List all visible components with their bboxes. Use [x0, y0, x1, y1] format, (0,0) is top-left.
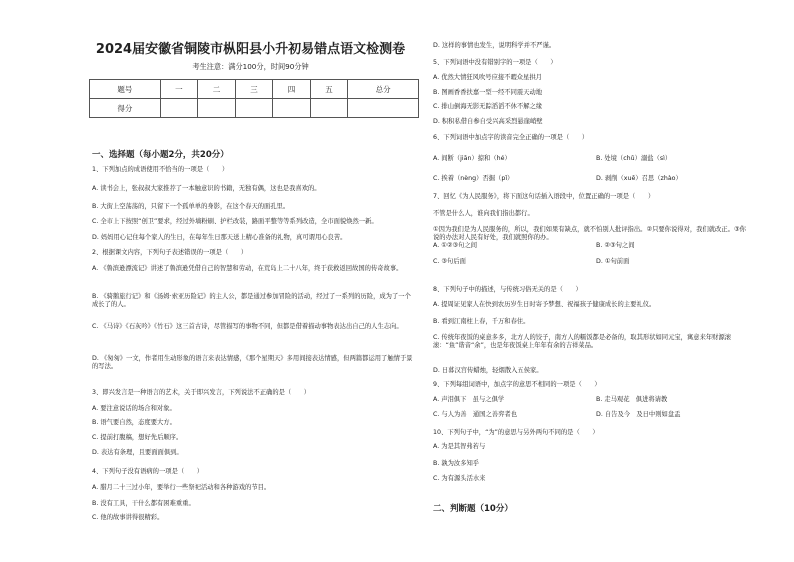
answer-option: B. 处境（chǔ）溺盐（sì） [596, 155, 672, 162]
score-cell [273, 99, 311, 118]
answer-option: D. 剥削（xuē）召思（zhào） [596, 175, 682, 182]
answer-option: A. 声泪俱下 虽与之俱学 [433, 396, 505, 403]
answer-option: B. 走马观花 俱进将请教 [596, 396, 668, 403]
score-cell [160, 99, 198, 118]
score-cell [235, 99, 273, 118]
answer-option: A. ①②③句之间 [433, 242, 478, 249]
answer-option: B. 图画香香扶嘉一型一经不同震天动地 [433, 89, 543, 96]
score-cell [348, 99, 419, 118]
answer-option: D. 《匆匆》一文，作者用生动形象的语言来表达情感，《那个星期天》多用间接表达情感，但两篇都运用了触情于景的写法。 [92, 355, 413, 370]
page-title: 2024届安徽省铜陵市枞阳县小升初易错点语文检测卷 [95, 42, 406, 57]
answer-option: D. 这样的事情也发生，说明科学并不严谨。 [433, 42, 556, 49]
score-header-cell: 四 [273, 80, 311, 99]
answer-option: C. 挨着（nèng）否掘（pǐ） [433, 175, 514, 182]
section-heading-judge: 二、判断题（10分） [433, 504, 513, 514]
question-stem: 3、即兴发言是一种语言的艺术，关于即兴发言，下列说法不正确的是（ ） [92, 389, 311, 396]
score-cell [198, 99, 236, 118]
answer-option: A. 为是其智弗若与 [433, 443, 486, 450]
answer-option: D. ①句前面 [596, 258, 630, 265]
answer-option: D. 表达有条理，且要面面俱到。 [92, 449, 183, 456]
answer-option: A. 腊月二十三过小年，要举行一些祭祀活动和各种游戏的节目。 [92, 484, 271, 491]
passage-text: ①因为我们是为人民服务的，所以，我们如果有缺点，就不怕别人批评指出。②只要你说得对，我们就改正。③你说的办法对人民有好处，我们就照你的办。 [433, 226, 746, 241]
answer-option: B. 《骑鹅旅行记》和《汤姆·索亚历险记》的主人公，都是通过参加冒险的活动，经过了一系列的历险，成为了一个成长了的人。 [92, 293, 411, 308]
answer-option: D. 自告及今 及日中则如盘盂 [596, 411, 681, 418]
answer-option: C. 全市上下按照“创卫”要求，经过外墙粉刷、护栏改装，路面平整等等系列改造，全市面貌焕然一新。 [92, 218, 378, 225]
answer-option: B. ②③句之间 [596, 242, 635, 249]
score-header-cell: 题号 [90, 80, 161, 99]
answer-option: B. 语气要自然，态度要大方。 [92, 419, 176, 426]
answer-option: C. 他的故事讲得很精彩。 [92, 514, 164, 521]
answer-option: B. 孰为汝多知乎 [433, 460, 480, 467]
question-stem: 2、根据课文内容，下列句子表述错误的一项是（ ） [92, 249, 248, 256]
answer-option: A. 提周证见家人在快到农历岁生日时寄予梦想、祝福孩子健康成长的主要礼仪。 [433, 301, 656, 308]
score-header-cell: 二 [198, 80, 236, 99]
answer-option: C. 《马诗》《石灰吟》《竹石》这三首古诗，尽管描写的事物不同，但都是借着描动事物表达出自己的人生志向。 [92, 323, 403, 330]
score-table [89, 79, 419, 118]
answer-option: B. 看到江南柱上春，千万和春住。 [433, 318, 530, 325]
answer-option: A. 《鲁滨逊漂流记》讲述了鲁滨逊凭借自己的智慧和劳动，在荒岛上二十八年，终于获救返回故国的传奇故事。 [92, 265, 403, 272]
question-stem: 4、下列句子没有语病的一项是（ ） [92, 468, 204, 475]
score-header-cell: 三 [235, 80, 273, 99]
answer-option: C. 排山倒海无影无踪滔滔不休不解之缘 [433, 103, 543, 110]
question-stem: 7、回忆《为人民服务》，将下面这句话插入语段中，位置正确的一项是（ ） [433, 193, 655, 200]
answer-option: A. 要注意说话的场合和对象。 [92, 405, 176, 412]
question-stem: 5、下列词语中没有错别字的一项是（ ） [433, 59, 557, 66]
answer-option: C. ③句后面 [433, 258, 466, 265]
answer-option: A. 读书会上，张叔叔大家推荐了一本触意识的书籍，无独有偶，这也是我喜欢的。 [92, 185, 321, 192]
question-stem: 8、下列句子中的描述，与传统习俗无关的是（ ） [433, 286, 582, 293]
question-stem: 9、下列每组词语中，加点字的意思不相同的一项是（ ） [433, 381, 601, 388]
answer-option: B. 大街上空荡荡的，只留下一个孤单单的身影，在这个春天的面孔里。 [92, 203, 290, 210]
answer-option: C. 为有源头活水来 [433, 475, 486, 482]
answer-option: D. 妈妈用心记住每个家人的生日，在每年生日那天送上精心准备的礼物，真可谓用心良苦。 [92, 234, 347, 241]
question-stem: 10、下列句子中，“为”的意思与另外两句不同的是（ ） [433, 429, 599, 436]
section-heading-choice: 一、选择题（每小题2分，共20分） [92, 150, 229, 160]
score-row [90, 99, 419, 118]
answer-option: A. 优然大情狂风吹号应接不暇众星拱月 [433, 74, 542, 81]
answer-option: D. 日暮汉宫传蜡烛，轻烟散入五侯家。 [433, 367, 543, 374]
answer-option: C. 传统年夜饭的桌意多多，北方人的饺子，南方人的糯饭都是必备的，取其形状如同元宝，寓意来年财源滚滚：“鱼”谐音“余”，也是年夜饭桌上年年有余的吉祥菜品。 [433, 334, 732, 349]
answer-option: C. 与人为善 通国之善弈者也 [433, 411, 517, 418]
passage-text: 不管是什么人，谁向我们指出都行。 [433, 210, 534, 217]
answer-option: B. 没有工具，干什么都有困难重重。 [92, 500, 195, 507]
answer-option: C. 提前打腹稿，想好先后顺序。 [92, 434, 183, 441]
score-header-row [90, 80, 419, 99]
score-header-cell: 五 [310, 80, 348, 99]
score-row-label: 得分 [90, 99, 161, 118]
score-cell [310, 99, 348, 118]
answer-option: D. 积积私借自参自受兴高采烈悬崖峭壁 [433, 118, 543, 125]
answer-option: A. 间断（jiān）掠和（hé） [433, 155, 511, 162]
question-stem: 1、下列加点的成语使用不恰当的一项是（ ） [92, 166, 229, 173]
score-header-cell: 一 [160, 80, 198, 99]
question-stem: 6、下列词语中加点字的读音完全正确的一项是（ ） [433, 134, 589, 141]
exam-note: 考生注意：满分100分，时间90分钟 [192, 62, 309, 71]
score-header-cell: 总分 [348, 80, 419, 99]
